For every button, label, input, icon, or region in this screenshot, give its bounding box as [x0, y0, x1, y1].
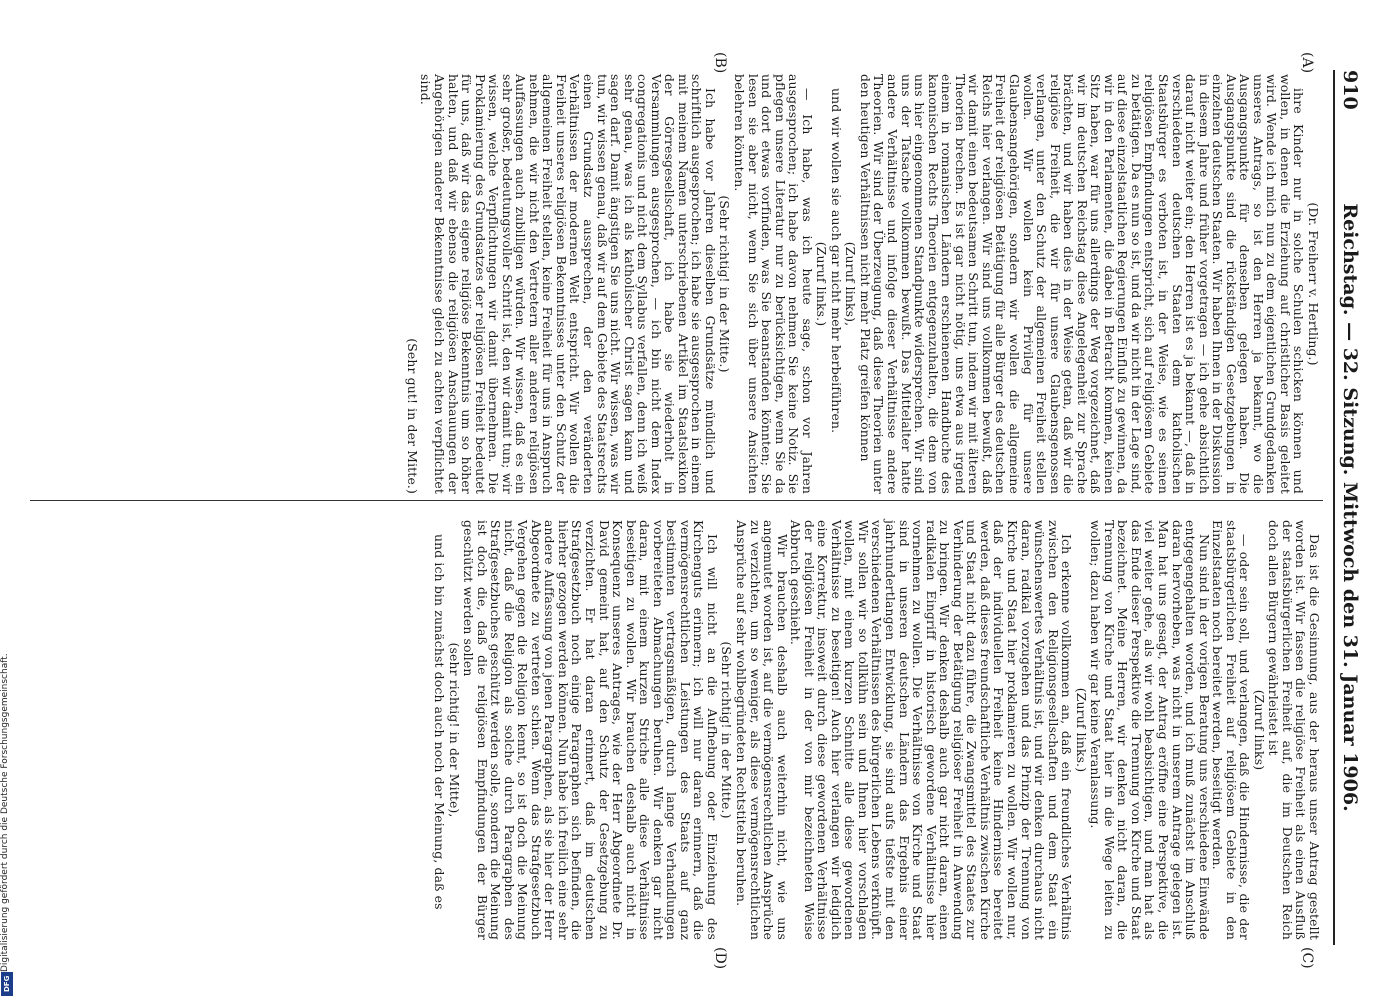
interjection: (Sehr richtig! in der Mitte.) [719, 641, 735, 819]
interjection: (Zuruf links) [1251, 689, 1267, 771]
paragraph: Ich habe vor Jahren dieselben Grundsätze mündlich und schriftlich ausgesprochen; ich habe sie ausgesprochen in einem mit meinem Namen unterschriebenen Artikel im Staatslexikon der Görresgesellschaft, ich habe sie wiederholt in Versammlungen ausgesprochen, — ich bin nicht dem Index congregationis und nicht dem Syllabus verfallen, denn ich weiß sehr genau, was ich als katholischer Christ sagen kann und sagen darf. Damit ängstigen Sie uns nicht. Wir wissen, was wir tun, wir wissen genau, daß wir auf dem Gebiete des Staatsrechts einen Grundsatz aussprechen, der den veränderten Verhältnissen der modernen Welt entspricht. Wir wollen die Freiheit unseres religiösen Bekenntnisses unter den Schutz der allgemeinen Freiheit stellen, keine Freiheit für uns in Anspruch nehmen, die wir nicht den Vertretern aller anderen religiösen Auffassungen auch zubilligen würden. Wir wissen, daß es ein sehr großer, bedeutungsvoller Schritt ist, den wir damit tun; wir wissen, welche Verpflichtungen wir damit übernehmen. Die Proklamierung des Grundsatzes der religiösen Freiheit bedeutet für uns, daß wir das eigene religiöse Bekenntnis um so höher halten, und daß wir ebenso die religiösen Anschauungen der Angehörigen anderer Bekenntnisse gleich zu achten verpflichtet sind. [418, 74, 718, 494]
interjection: (Sehr gut! in der Mitte.) [404, 338, 420, 494]
dfg-logo: DFG [1, 972, 13, 996]
paragraph: Nun sind in der vorigen Beratung uns verschiedene Einwände entgegengehalten worden, und ich muß zunächst im Anschluß daran hervorheben, was nicht in unserem Antrage gelegen ist. Man hat uns gesagt, der Antrag eröffne eine Perspektive, die viel weiter gehe, als wir wohl beabsichtigen, und man hat als das Ende dieser Perspektive die Trennung von Kirche und Staat bezeichnet. Meine Herren, wir denken nicht daran, die Trennung von Kirche und Staat hier in die Wege leiten zu wollen; dazu haben wir gar keine Veranlassung. [1088, 520, 1212, 940]
margin-mark-c: (C) [1299, 947, 1315, 969]
page-header [1333, 70, 1361, 945]
page-number: 910 [1339, 70, 1361, 110]
paragraph: und ich bin zunächst doch auch noch der Meinung, daß es [432, 534, 447, 910]
paragraph: und wir wollen sie auch gar nicht mehr herbeiführen. [828, 88, 844, 434]
page-title: Reichstag. — 32. Sitzung. Mittwoch den 31. Januar 1906. [1339, 203, 1361, 812]
credit-text: Digitalisierung gefördert durch die Deutsche Forschungsgemeinschaft. [0, 653, 10, 972]
paragraph: — Ich habe, was ich heute sage, schon vor Jahren ausgesprochen; ich habe davon nehmen Sie keine Notiz. Sie pflegen unsere Literatur nur zu berücksichtigen, wenn Sie da und dort etwas vorfinden, was Sie beanstanden könnten; Sie lesen sie aber nicht, wenn Sie sich über unsere Ansichten belehren könnten. [732, 74, 815, 494]
interjection: (Sehr richtig! in der Mitte.) [717, 195, 733, 373]
interjection: (Zuruf links.) [1073, 687, 1089, 773]
speaker-label: (Dr. Freiherr v. Hertling.) [1306, 202, 1321, 366]
margin-mark-d: (D) [712, 947, 728, 970]
paragraph: Ich erkenne vollkommen an, daß ein freundliches Verhältnis zwischen den Religionsgesellschaften und dem Staat ein wünschenswertes Verhältnis ist, und wir denken durchaus nicht daran, radikal vorzugehen und das Prinzip der Trennung von Kirche und Staat hier proklamieren zu wollen. Wir wollen nur, daß der individuellen Freiheit keine Hindernisse bereitet werden, daß dieses freundschaftliche Verhältnis zwischen Kirche und Staat nicht dazu führe, die Zwangsmittel des Staates zur Verhinderung der Betätigung religiöser Freiheit in Anwendung zu bringen. Wir denken deshalb auch gar nicht daran, einen radikalen Eingriff in historisch gewordene Verhältnisse hier vornehmen zu wollen. Die Verhältnisse von Kirche und Staat sind in unseren deutschen Ländern das Ergebnis einer jahrhundertlangen Entwicklung, sie sind aufs tiefste mit den verschiedenen Verhältnissen des bürgerlichen Lebens verknüpft. Wir sollen wir so tollkühn sein und Ihnen hier vorschlagen wollen, mit einem kurzen Schnitte alle diese gewordenen Verhältnisse zu beseitigen! Auch hier verlangen wir lediglich eine Korrektur, insoweit durch diese gewordenen Verhältnisse der religiösen Freiheit in der von mir bezeichneten Weise Abbruch geschieht. [788, 520, 1075, 940]
right-text-column [432, 520, 1321, 940]
left-text-column [405, 74, 1321, 494]
interjection: (sehr richtig! in der Mitte), [446, 642, 462, 818]
margin-mark-a: (A) [1299, 52, 1315, 74]
paragraph: Wir brauchen deshalb auch weiterhin nicht, wie uns angemutet worden ist, auf die vermögensrechtlichen Ansprüche zu verzichten, um so weniger, als diese vermögensrechtlichen Ansprüche auf sehr wohlbegründeten Rechtstiteln beruhen. [734, 520, 790, 940]
paragraph: ihre Kinder nur in solche Schulen schicken können und wollen, in denen die Erziehung auf christlicher Basis geleitet wird. Wende ich mich nun zu dem eigentlichen Grundgedanken unseres Antrags, so ist den Herren ja bekannt, wo die Ausgangspunkte für denselben gelegen haben. Die Ausgangspunkte sind die rückständigen Gesetzgebungen in einzelnen deutschen Staaten. Wir haben Ihnen in der Diskussion in diesem Jahre und früher vorgetragen — ich gehe absichtlich darauf nicht weiter ein; den Herren ist es ja bekannt —, daß in verschiedenen deutschen Staaten dem katholischen Staatsbürger es verboten ist, in der Weise, wie es seinen religiösen Empfindungen entspricht, sich auf religiösem Gebiete zu betätigen. Da es nun so ist, und da wir nicht in der Lage sind, auf diese einzelstaatlichen Regierungen Einfluß zu gewinnen, da wir in den Parlamenten, die dabei in Betracht kommen, keinen Sitz haben, war für uns allerdings der Weg vorgezeichnet, daß wir im deutschen Reichstag diese Angelegenheit zur Sprache brächten, und wir haben dies in der Weise getan, daß wir die religiöse Freiheit, die wir für unsere Glaubensgenossen verlangen, unter den Schutz der allgemeinen Freiheit stellen wollen. Wir wollen kein Privileg für unsere Glaubensangehörigen, sondern wir wollen die allgemeine Freiheit der religiösen Betätigung für alle Bürger des deutschen Reichs hier verlangen. Wir sind uns vollkommen bewußt, daß wir damit einen bedeutsamen Schritt tun, indem wir mit älteren Theorien brechen. Es ist gar nicht nötig, uns etwa aus irgend einem in romanischen Ländern erschienenen Handbuche des kanonischen Rechts Theorien entgegenzuhalten, die dem von uns hier eingenommenen Standpunkte widersprechen. Wir sind uns der Tatsache vollkommen bewußt. Das Mittelalter hatte andere Verhältnisse und infolge dieser Verhältnisse andere Theorien. Wir sind der Überzeugung, daß diese Theorien unter den heutigen Verhältnissen nicht mehr Platz greifen können [857, 74, 1307, 494]
paragraph: Das ist die Gesinnung, aus der heraus unser Antrag gestellt worden ist. Wir fassen die religiöse Freiheit als einen Ausfluß der staatsbürgerlichen Freiheit auf, die im Deutschen Reich doch allen Bürgern gewährleistet ist [1266, 520, 1322, 940]
column-divider [30, 500, 1323, 501]
margin-mark-b: (B) [712, 52, 728, 74]
interjection: (Zuruf links), [843, 241, 859, 327]
paragraph: Ich will nicht an die Aufhebung oder Einziehung des Kirchenguts erinnern; ich will nur daran erinnern, daß die vermögensrechtlichen Leistungen des Staats auf ganz bestimmten vertragsmäßigen, durch lange Verhandlungen vorbereiteten Abmachungen beruhen. Wir denken gar nicht daran, mit einem kurzen Striche alle diese Verhältnisse beseitigen zu wollen. Wir brauchen deshalb auch nicht in Konsequenz unseres Antrages, wie der Herr Abgeordnete Dr. David gemeint hat, auf den Schutz der Gesetzgebung zu verzichten. Er hat daran erinnert, daß im deutschen Strafgesetzbuch noch einige Paragraphen sich befinden, die hierher gezogen werden können. Nun habe ich freilich eine sehr andere Auffassung von jenen Paragraphen, als sie hier der Herr Abgeordnete zu vertreten schien. Wenn das Strafgesetzbuch Vergehen gegen die Religion kennt, so ist doch die Meinung nicht, daß die Religion als solche durch Paragraphen des Strafgesetzbuches geschützt werden solle, sondern die Meinung ist doch die, daß die religiösen Empfindungen der Bürger geschützt werden sollen [461, 520, 720, 940]
interjection: (Zuruf links.) [814, 241, 830, 327]
paragraph: — oder sein soll, und verlangen, daß die Hindernisse, die der staatsbürgerlichen Freiheit auf religiösem Gebiete in den Einzelstaaten noch bereitet werden, beseitigt werden. [1210, 520, 1253, 940]
